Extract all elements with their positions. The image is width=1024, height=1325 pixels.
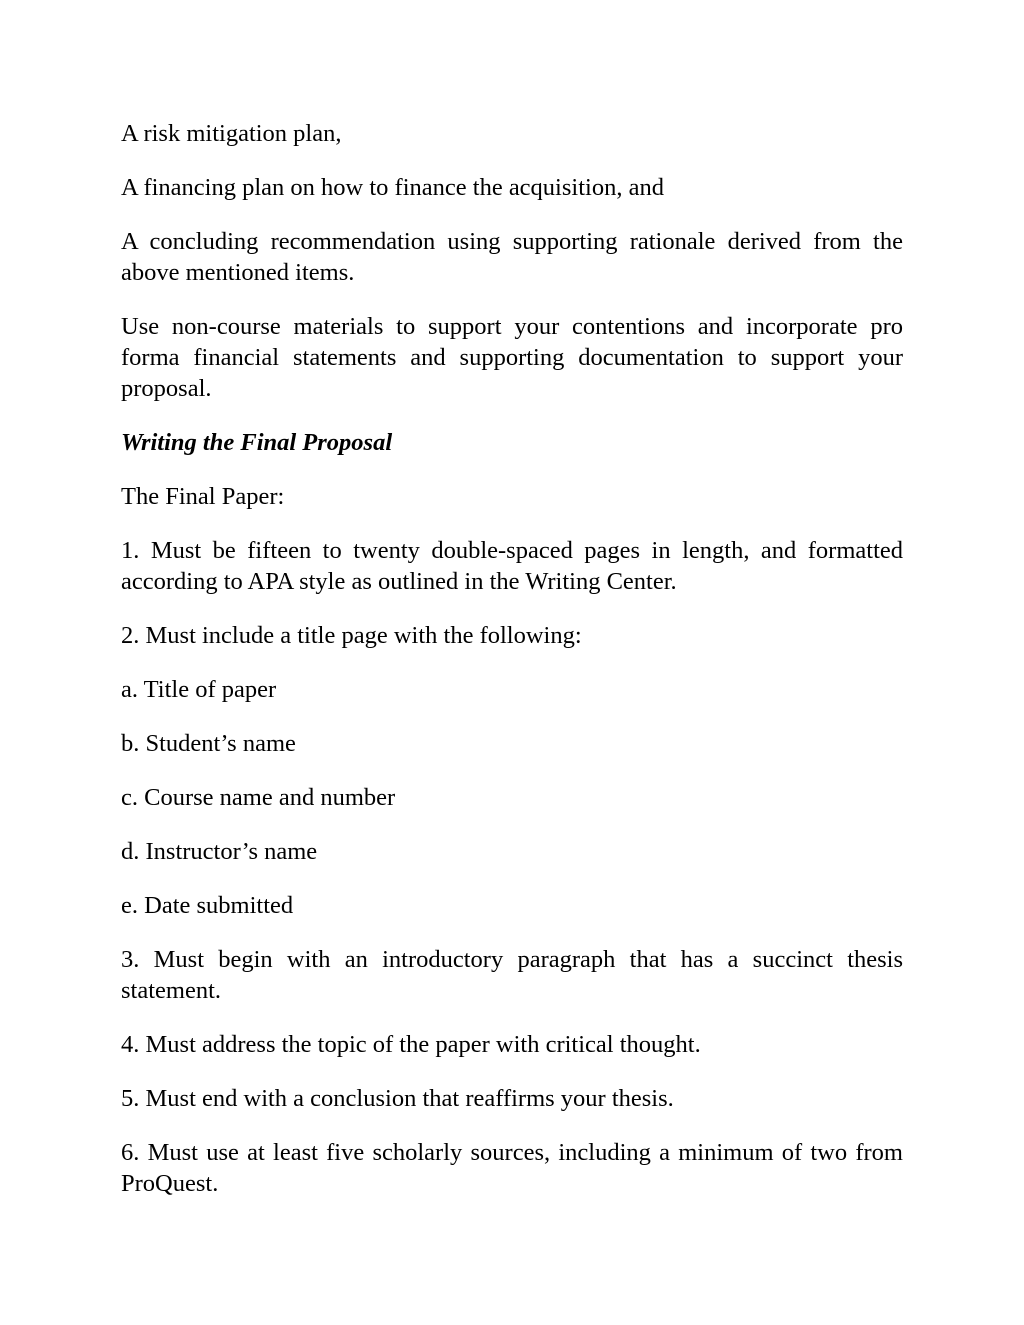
requirement-item: 3. Must begin with an introductory paragraph that has a succinct thesis statement. bbox=[121, 946, 903, 1004]
requirement-subitem: b. Student’s name bbox=[121, 730, 296, 757]
requirement-subitem: e. Date submitted bbox=[121, 892, 294, 919]
requirement-item: 2. Must include a title page with the following: bbox=[121, 622, 582, 649]
requirement-subitem: c. Course name and number bbox=[121, 784, 396, 811]
paragraph-concluding-recommendation: A concluding recommendation using supporting rationale derived from the above mentioned items. bbox=[121, 228, 903, 286]
requirement-item: 5. Must end with a conclusion that reaffirms your thesis. bbox=[121, 1085, 674, 1112]
requirement-item: 4. Must address the topic of the paper with critical thought. bbox=[121, 1031, 701, 1058]
requirement-subitem: d. Instructor’s name bbox=[121, 838, 318, 865]
paragraph-risk-mitigation: A risk mitigation plan, bbox=[121, 120, 342, 147]
document-page bbox=[121, 118, 903, 1222]
final-paper-intro: The Final Paper: bbox=[121, 483, 285, 510]
requirement-item: 1. Must be fifteen to twenty double-spaced pages in length, and formatted according to APA style as outlined in the Writing Center. bbox=[121, 537, 903, 595]
requirement-subitem: a. Title of paper bbox=[121, 676, 277, 703]
paragraph-non-course-materials: Use non-course materials to support your contentions and incorporate pro forma financial statements and supporting documentation to support your proposal. bbox=[121, 313, 903, 402]
paragraph-financing-plan: A financing plan on how to finance the acquisition, and bbox=[121, 174, 664, 201]
requirement-item: 6. Must use at least five scholarly sources, including a minimum of two from ProQuest. bbox=[121, 1139, 903, 1197]
section-heading: Writing the Final Proposal bbox=[121, 429, 393, 456]
